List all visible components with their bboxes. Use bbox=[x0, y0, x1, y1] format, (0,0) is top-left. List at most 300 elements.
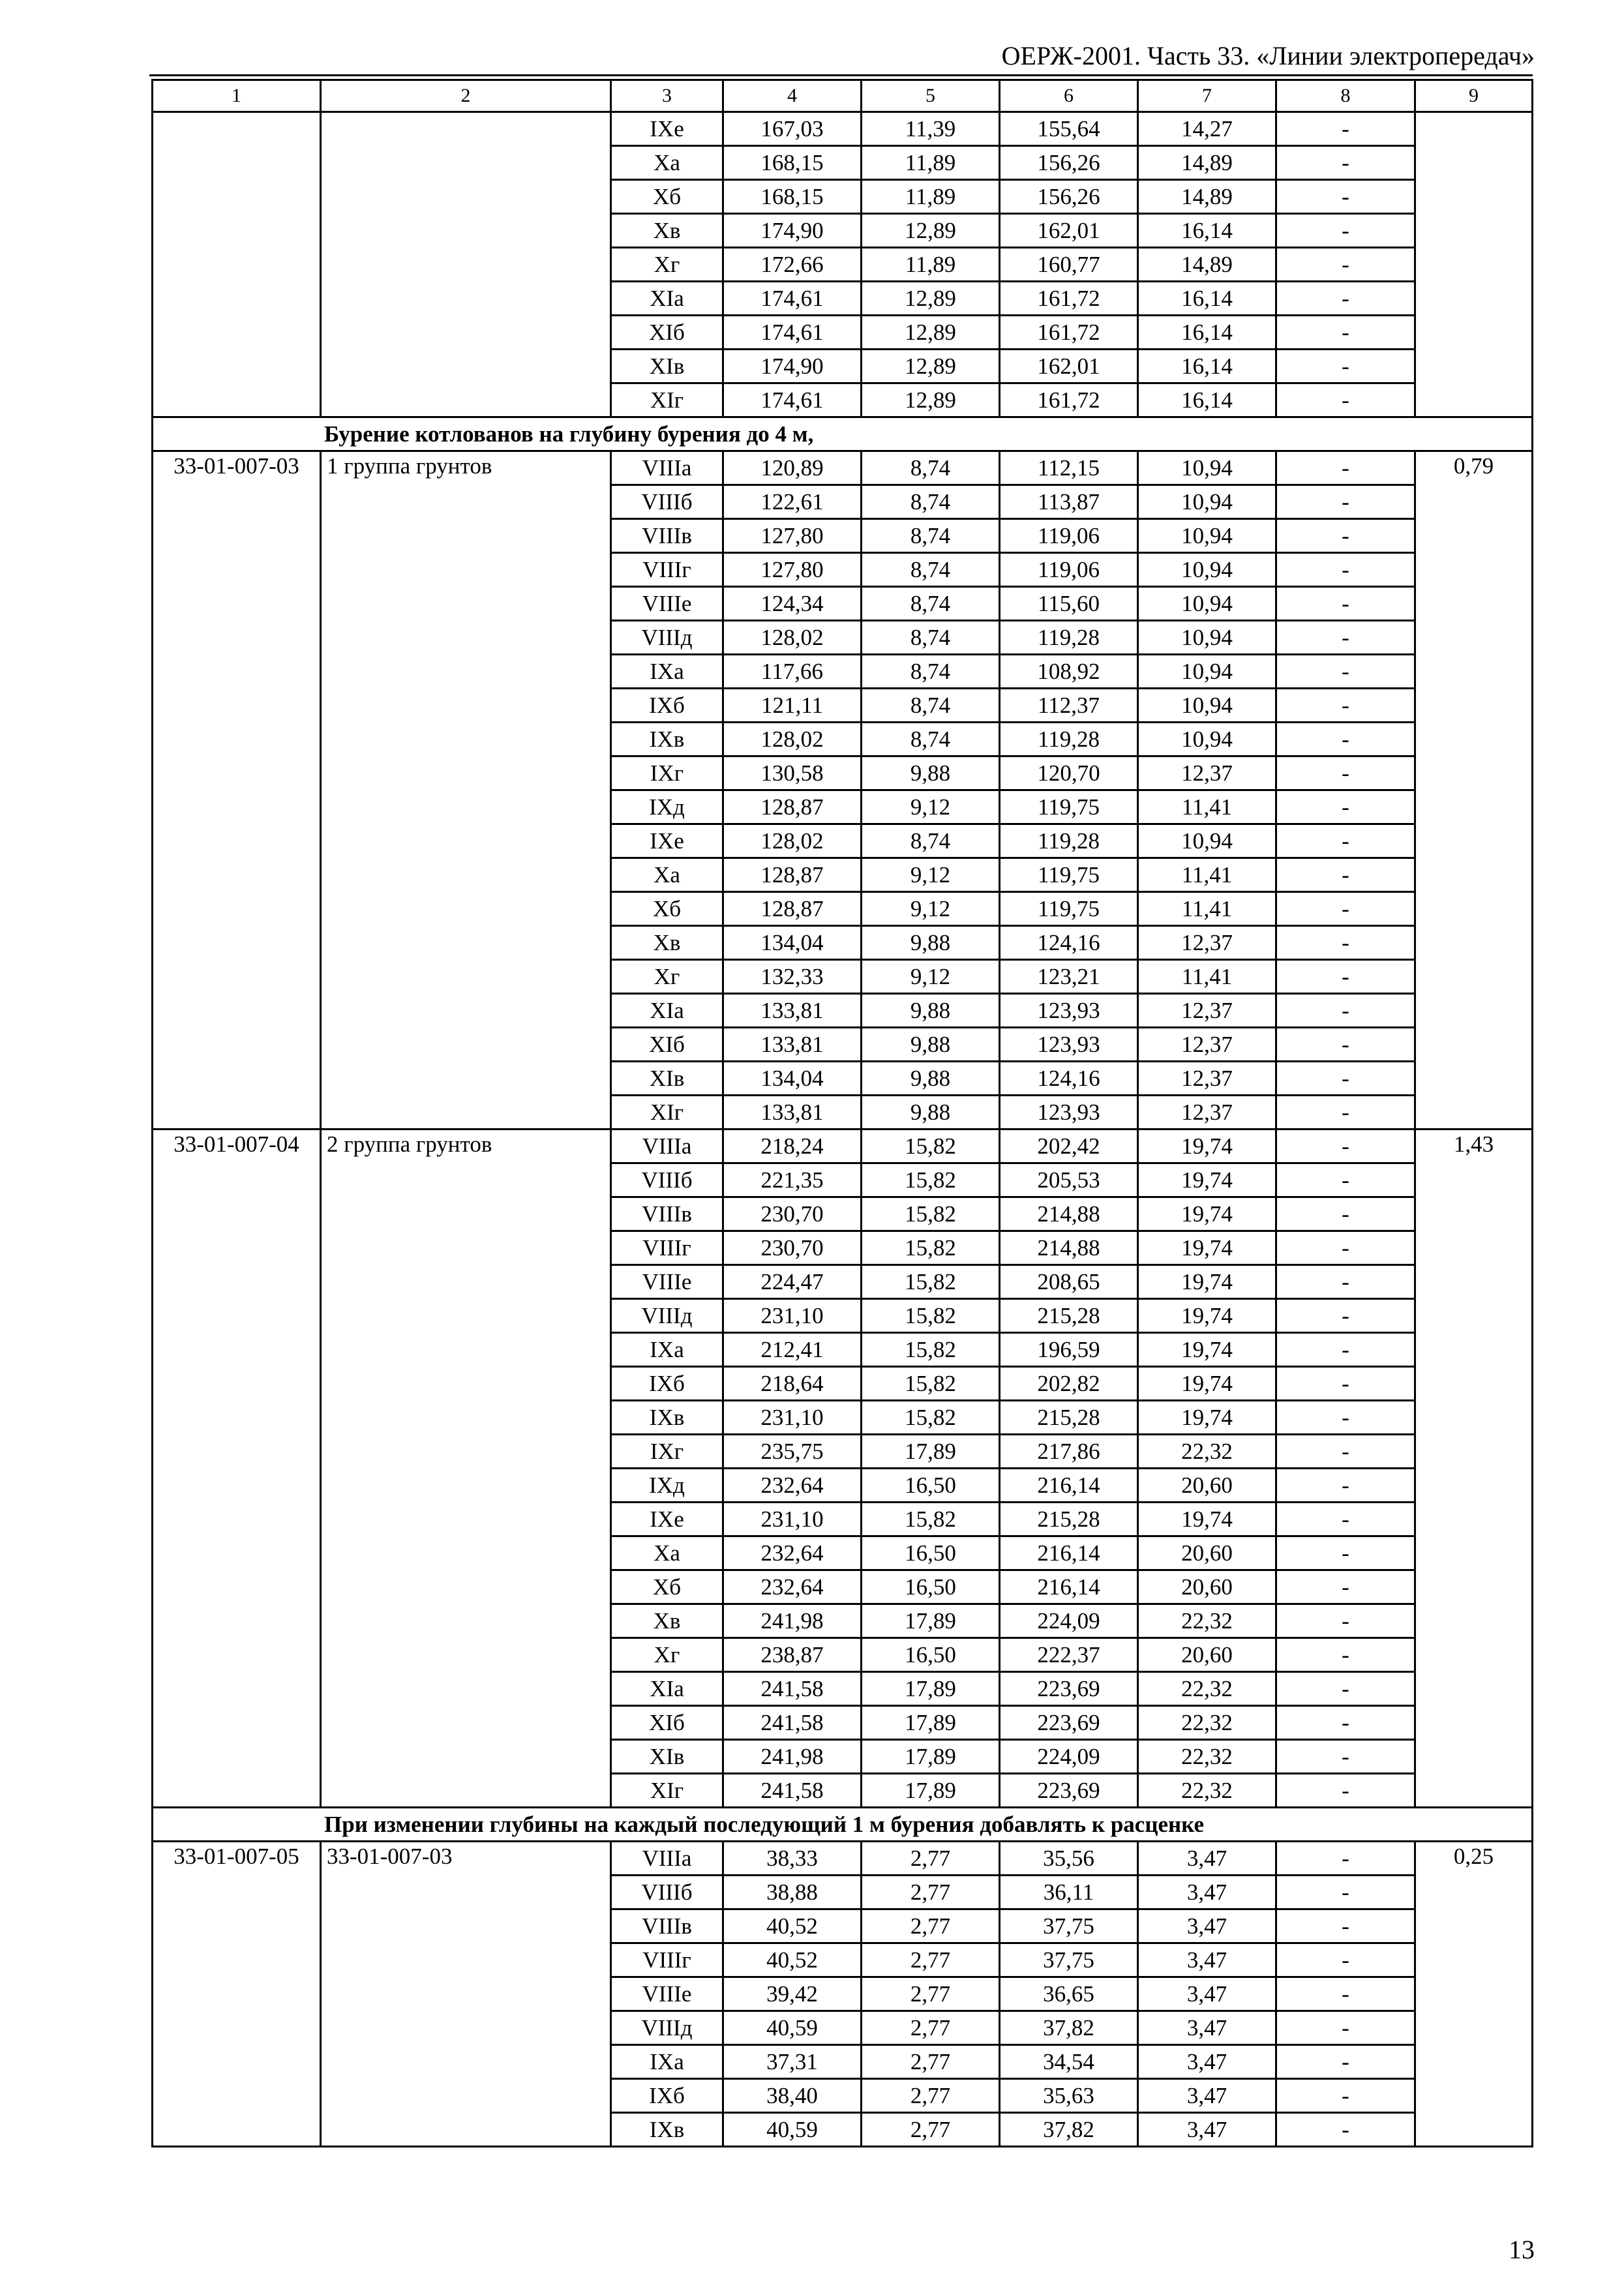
column-number: 8 bbox=[1276, 80, 1415, 112]
wages-cell: 9,88 bbox=[862, 756, 1000, 790]
direct-cost-cell: 241,58 bbox=[723, 1774, 862, 1808]
machinist-wages-cell: 22,32 bbox=[1138, 1672, 1276, 1706]
table-row bbox=[153, 1130, 1533, 1163]
materials-cell: - bbox=[1276, 112, 1415, 146]
direct-cost-cell: 132,33 bbox=[723, 960, 862, 994]
materials-cell: - bbox=[1276, 1197, 1415, 1231]
grade-cell: Xг bbox=[611, 1638, 723, 1672]
materials-cell: - bbox=[1276, 1299, 1415, 1333]
machinist-wages-cell: 10,94 bbox=[1138, 655, 1276, 689]
column-number: 7 bbox=[1138, 80, 1276, 112]
wages-cell: 2,77 bbox=[862, 2045, 1000, 2079]
wages-cell: 8,74 bbox=[862, 519, 1000, 553]
wages-cell: 15,82 bbox=[862, 1265, 1000, 1299]
direct-cost-cell: 133,81 bbox=[723, 1028, 862, 1062]
section-heading: Бурение котлованов на глубину бурения до 4 м, bbox=[153, 417, 1533, 451]
machinist-wages-cell: 12,37 bbox=[1138, 756, 1276, 790]
column-number: 2 bbox=[321, 80, 611, 112]
machinist-wages-cell: 16,14 bbox=[1138, 316, 1276, 350]
grade-cell: XIв bbox=[611, 1062, 723, 1096]
labor-cost-cell: 0,79 bbox=[1415, 451, 1533, 1130]
grade-cell: XIг bbox=[611, 1774, 723, 1808]
machinist-wages-cell: 3,47 bbox=[1138, 2079, 1276, 2113]
machinist-wages-cell: 19,74 bbox=[1138, 1265, 1276, 1299]
machine-cost-cell: 120,70 bbox=[1000, 756, 1138, 790]
wages-cell: 8,74 bbox=[862, 689, 1000, 723]
grade-cell: IXe bbox=[611, 112, 723, 146]
machine-cost-cell: 161,72 bbox=[1000, 316, 1138, 350]
direct-cost-cell: 39,42 bbox=[723, 1977, 862, 2011]
wages-cell: 17,89 bbox=[862, 1774, 1000, 1808]
direct-cost-cell: 168,15 bbox=[723, 180, 862, 214]
direct-cost-cell: 128,02 bbox=[723, 824, 862, 858]
machinist-wages-cell: 22,32 bbox=[1138, 1740, 1276, 1774]
wages-cell: 2,77 bbox=[862, 1909, 1000, 1943]
grade-cell: VIIIв bbox=[611, 1909, 723, 1943]
direct-cost-cell: 128,87 bbox=[723, 892, 862, 926]
machine-cost-cell: 215,28 bbox=[1000, 1503, 1138, 1536]
materials-cell: - bbox=[1276, 1096, 1415, 1130]
materials-cell: - bbox=[1276, 790, 1415, 824]
grade-cell: VIIIe bbox=[611, 1265, 723, 1299]
materials-cell: - bbox=[1276, 994, 1415, 1028]
rate-code-cell: 33-01-007-04 bbox=[153, 1130, 321, 1808]
materials-cell: - bbox=[1276, 485, 1415, 519]
materials-cell: - bbox=[1276, 756, 1415, 790]
column-number: 3 bbox=[611, 80, 723, 112]
direct-cost-cell: 38,33 bbox=[723, 1842, 862, 1876]
direct-cost-cell: 172,66 bbox=[723, 248, 862, 282]
machine-cost-cell: 162,01 bbox=[1000, 350, 1138, 383]
wages-cell: 15,82 bbox=[862, 1163, 1000, 1197]
direct-cost-cell: 128,87 bbox=[723, 858, 862, 892]
machinist-wages-cell: 12,37 bbox=[1138, 1028, 1276, 1062]
table-row bbox=[153, 1842, 1533, 1876]
machine-cost-cell: 214,88 bbox=[1000, 1231, 1138, 1265]
materials-cell: - bbox=[1276, 858, 1415, 892]
machinist-wages-cell: 3,47 bbox=[1138, 1977, 1276, 2011]
direct-cost-cell: 230,70 bbox=[723, 1231, 862, 1265]
direct-cost-cell: 168,15 bbox=[723, 146, 862, 180]
materials-cell: - bbox=[1276, 1740, 1415, 1774]
grade-cell: IXe bbox=[611, 1503, 723, 1536]
machine-cost-cell: 119,28 bbox=[1000, 621, 1138, 655]
machine-cost-cell: 196,59 bbox=[1000, 1333, 1138, 1367]
grade-cell: VIIIб bbox=[611, 1876, 723, 1909]
direct-cost-cell: 232,64 bbox=[723, 1570, 862, 1604]
section-heading-row bbox=[153, 1808, 1533, 1842]
wages-cell: 15,82 bbox=[862, 1197, 1000, 1231]
machinist-wages-cell: 10,94 bbox=[1138, 621, 1276, 655]
wages-cell: 11,89 bbox=[862, 248, 1000, 282]
machinist-wages-cell: 12,37 bbox=[1138, 1096, 1276, 1130]
materials-cell: - bbox=[1276, 1706, 1415, 1740]
grade-cell: VIIIд bbox=[611, 1299, 723, 1333]
wages-cell: 8,74 bbox=[862, 655, 1000, 689]
machinist-wages-cell: 10,94 bbox=[1138, 824, 1276, 858]
column-number-row bbox=[153, 80, 1533, 112]
wages-cell: 15,82 bbox=[862, 1367, 1000, 1401]
wages-cell: 12,89 bbox=[862, 214, 1000, 248]
direct-cost-cell: 122,61 bbox=[723, 485, 862, 519]
materials-cell: - bbox=[1276, 214, 1415, 248]
materials-cell: - bbox=[1276, 316, 1415, 350]
grade-cell: XIб bbox=[611, 1706, 723, 1740]
machine-cost-cell: 124,16 bbox=[1000, 926, 1138, 960]
machinist-wages-cell: 10,94 bbox=[1138, 587, 1276, 621]
grade-cell: IXг bbox=[611, 1435, 723, 1469]
materials-cell: - bbox=[1276, 824, 1415, 858]
machine-cost-cell: 37,75 bbox=[1000, 1909, 1138, 1943]
machine-cost-cell: 108,92 bbox=[1000, 655, 1138, 689]
machine-cost-cell: 223,69 bbox=[1000, 1774, 1138, 1808]
wages-cell: 17,89 bbox=[862, 1435, 1000, 1469]
machinist-wages-cell: 3,47 bbox=[1138, 2011, 1276, 2045]
machinist-wages-cell: 19,74 bbox=[1138, 1299, 1276, 1333]
grade-cell: XIa bbox=[611, 994, 723, 1028]
grade-cell: Xa bbox=[611, 1536, 723, 1570]
grade-cell: XIб bbox=[611, 1028, 723, 1062]
grade-cell: VIIIб bbox=[611, 1163, 723, 1197]
wages-cell: 2,77 bbox=[862, 2113, 1000, 2147]
machine-cost-cell: 119,75 bbox=[1000, 892, 1138, 926]
grade-cell: IXд bbox=[611, 1469, 723, 1503]
wages-cell: 17,89 bbox=[862, 1706, 1000, 1740]
materials-cell: - bbox=[1276, 723, 1415, 756]
machine-cost-cell: 156,26 bbox=[1000, 180, 1138, 214]
direct-cost-cell: 241,58 bbox=[723, 1672, 862, 1706]
wages-cell: 16,50 bbox=[862, 1638, 1000, 1672]
direct-cost-cell: 37,31 bbox=[723, 2045, 862, 2079]
grade-cell: Xб bbox=[611, 180, 723, 214]
machinist-wages-cell: 19,74 bbox=[1138, 1163, 1276, 1197]
materials-cell: - bbox=[1276, 1367, 1415, 1401]
machinist-wages-cell: 20,60 bbox=[1138, 1536, 1276, 1570]
machine-cost-cell: 36,65 bbox=[1000, 1977, 1138, 2011]
wages-cell: 8,74 bbox=[862, 587, 1000, 621]
direct-cost-cell: 174,90 bbox=[723, 350, 862, 383]
rate-code-cell: 33-01-007-03 bbox=[153, 451, 321, 1130]
direct-cost-cell: 224,47 bbox=[723, 1265, 862, 1299]
direct-cost-cell: 174,90 bbox=[723, 214, 862, 248]
materials-cell: - bbox=[1276, 1672, 1415, 1706]
machine-cost-cell: 205,53 bbox=[1000, 1163, 1138, 1197]
wages-cell: 8,74 bbox=[862, 824, 1000, 858]
materials-cell: - bbox=[1276, 1401, 1415, 1435]
machinist-wages-cell: 10,94 bbox=[1138, 519, 1276, 553]
materials-cell: - bbox=[1276, 1876, 1415, 1909]
machine-cost-cell: 112,37 bbox=[1000, 689, 1138, 723]
machine-cost-cell: 224,09 bbox=[1000, 1604, 1138, 1638]
materials-cell: - bbox=[1276, 892, 1415, 926]
machinist-wages-cell: 16,14 bbox=[1138, 214, 1276, 248]
materials-cell: - bbox=[1276, 655, 1415, 689]
wages-cell: 2,77 bbox=[862, 2011, 1000, 2045]
machinist-wages-cell: 14,89 bbox=[1138, 146, 1276, 180]
rate-code-cell: 33-01-007-05 bbox=[153, 1842, 321, 2147]
wages-cell: 9,88 bbox=[862, 1062, 1000, 1096]
column-number: 6 bbox=[1000, 80, 1138, 112]
direct-cost-cell: 121,11 bbox=[723, 689, 862, 723]
grade-cell: Xг bbox=[611, 960, 723, 994]
machinist-wages-cell: 10,94 bbox=[1138, 689, 1276, 723]
grade-cell: VIIIв bbox=[611, 519, 723, 553]
materials-cell: - bbox=[1276, 587, 1415, 621]
materials-cell: - bbox=[1276, 1265, 1415, 1299]
materials-cell: - bbox=[1276, 146, 1415, 180]
grade-cell: VIIIб bbox=[611, 485, 723, 519]
grade-cell: XIб bbox=[611, 316, 723, 350]
machinist-wages-cell: 3,47 bbox=[1138, 1943, 1276, 1977]
grade-cell: IXб bbox=[611, 689, 723, 723]
wages-cell: 12,89 bbox=[862, 282, 1000, 316]
materials-cell: - bbox=[1276, 553, 1415, 587]
materials-cell: - bbox=[1276, 1774, 1415, 1808]
materials-cell: - bbox=[1276, 2011, 1415, 2045]
grade-cell: VIIIe bbox=[611, 1977, 723, 2011]
machine-cost-cell: 222,37 bbox=[1000, 1638, 1138, 1672]
work-name-cell: 2 группа грунтов bbox=[321, 1130, 611, 1808]
machinist-wages-cell: 10,94 bbox=[1138, 451, 1276, 485]
direct-cost-cell: 232,64 bbox=[723, 1536, 862, 1570]
machine-cost-cell: 123,21 bbox=[1000, 960, 1138, 994]
machinist-wages-cell: 10,94 bbox=[1138, 553, 1276, 587]
direct-cost-cell: 130,58 bbox=[723, 756, 862, 790]
materials-cell: - bbox=[1276, 2113, 1415, 2147]
machine-cost-cell: 223,69 bbox=[1000, 1706, 1138, 1740]
column-number: 1 bbox=[153, 80, 321, 112]
materials-cell: - bbox=[1276, 1943, 1415, 1977]
wages-cell: 11,89 bbox=[862, 146, 1000, 180]
direct-cost-cell: 134,04 bbox=[723, 926, 862, 960]
grade-cell: VIIIa bbox=[611, 451, 723, 485]
machinist-wages-cell: 10,94 bbox=[1138, 485, 1276, 519]
grade-cell: Xг bbox=[611, 248, 723, 282]
machinist-wages-cell: 19,74 bbox=[1138, 1367, 1276, 1401]
wages-cell: 2,77 bbox=[862, 1842, 1000, 1876]
machinist-wages-cell: 12,37 bbox=[1138, 1062, 1276, 1096]
direct-cost-cell: 38,88 bbox=[723, 1876, 862, 1909]
grade-cell: VIIIд bbox=[611, 2011, 723, 2045]
wages-cell: 16,50 bbox=[862, 1469, 1000, 1503]
grade-cell: XIг bbox=[611, 383, 723, 417]
labor-cost-cell: 1,43 bbox=[1415, 1130, 1533, 1808]
machine-cost-cell: 123,93 bbox=[1000, 994, 1138, 1028]
wages-cell: 8,74 bbox=[862, 621, 1000, 655]
machine-cost-cell: 162,01 bbox=[1000, 214, 1138, 248]
wages-cell: 2,77 bbox=[862, 1876, 1000, 1909]
wages-cell: 8,74 bbox=[862, 553, 1000, 587]
direct-cost-cell: 133,81 bbox=[723, 1096, 862, 1130]
direct-cost-cell: 124,34 bbox=[723, 587, 862, 621]
materials-cell: - bbox=[1276, 1842, 1415, 1876]
direct-cost-cell: 38,40 bbox=[723, 2079, 862, 2113]
machine-cost-cell: 119,75 bbox=[1000, 790, 1138, 824]
grade-cell: Xв bbox=[611, 214, 723, 248]
machine-cost-cell: 123,93 bbox=[1000, 1028, 1138, 1062]
grade-cell: XIa bbox=[611, 1672, 723, 1706]
wages-cell: 15,82 bbox=[862, 1231, 1000, 1265]
machine-cost-cell: 215,28 bbox=[1000, 1401, 1138, 1435]
direct-cost-cell: 40,52 bbox=[723, 1909, 862, 1943]
materials-cell: - bbox=[1276, 2079, 1415, 2113]
machinist-wages-cell: 11,41 bbox=[1138, 858, 1276, 892]
machinist-wages-cell: 11,41 bbox=[1138, 960, 1276, 994]
grade-cell: IXг bbox=[611, 756, 723, 790]
materials-cell: - bbox=[1276, 621, 1415, 655]
direct-cost-cell: 40,59 bbox=[723, 2113, 862, 2147]
materials-cell: - bbox=[1276, 926, 1415, 960]
machine-cost-cell: 215,28 bbox=[1000, 1299, 1138, 1333]
grade-cell: Xa bbox=[611, 146, 723, 180]
materials-cell: - bbox=[1276, 960, 1415, 994]
direct-cost-cell: 128,87 bbox=[723, 790, 862, 824]
machine-cost-cell: 37,75 bbox=[1000, 1943, 1138, 1977]
direct-cost-cell: 230,70 bbox=[723, 1197, 862, 1231]
machine-cost-cell: 208,65 bbox=[1000, 1265, 1138, 1299]
column-number: 5 bbox=[862, 80, 1000, 112]
wages-cell: 9,88 bbox=[862, 926, 1000, 960]
machinist-wages-cell: 22,32 bbox=[1138, 1604, 1276, 1638]
grade-cell: XIг bbox=[611, 1096, 723, 1130]
machine-cost-cell: 217,86 bbox=[1000, 1435, 1138, 1469]
grade-cell: IXa bbox=[611, 655, 723, 689]
section-heading-row bbox=[153, 417, 1533, 451]
grade-cell: Xв bbox=[611, 926, 723, 960]
wages-cell: 17,89 bbox=[862, 1672, 1000, 1706]
machinist-wages-cell: 14,27 bbox=[1138, 112, 1276, 146]
wages-cell: 11,39 bbox=[862, 112, 1000, 146]
materials-cell: - bbox=[1276, 519, 1415, 553]
machine-cost-cell: 161,72 bbox=[1000, 383, 1138, 417]
direct-cost-cell: 231,10 bbox=[723, 1299, 862, 1333]
materials-cell: - bbox=[1276, 1130, 1415, 1163]
wages-cell: 8,74 bbox=[862, 723, 1000, 756]
grade-cell: IXe bbox=[611, 824, 723, 858]
direct-cost-cell: 238,87 bbox=[723, 1638, 862, 1672]
machine-cost-cell: 202,82 bbox=[1000, 1367, 1138, 1401]
machine-cost-cell: 161,72 bbox=[1000, 282, 1138, 316]
machinist-wages-cell: 14,89 bbox=[1138, 248, 1276, 282]
machine-cost-cell: 124,16 bbox=[1000, 1062, 1138, 1096]
machine-cost-cell: 214,88 bbox=[1000, 1197, 1138, 1231]
machinist-wages-cell: 19,74 bbox=[1138, 1503, 1276, 1536]
wages-cell: 12,89 bbox=[862, 316, 1000, 350]
direct-cost-cell: 218,24 bbox=[723, 1130, 862, 1163]
materials-cell: - bbox=[1276, 1536, 1415, 1570]
materials-cell: - bbox=[1276, 1435, 1415, 1469]
machinist-wages-cell: 20,60 bbox=[1138, 1469, 1276, 1503]
direct-cost-cell: 128,02 bbox=[723, 723, 862, 756]
direct-cost-cell: 128,02 bbox=[723, 621, 862, 655]
wages-cell: 9,12 bbox=[862, 790, 1000, 824]
machine-cost-cell: 35,63 bbox=[1000, 2079, 1138, 2113]
header-rule bbox=[149, 74, 1533, 76]
grade-cell: Xб bbox=[611, 892, 723, 926]
machine-cost-cell: 113,87 bbox=[1000, 485, 1138, 519]
machinist-wages-cell: 3,47 bbox=[1138, 2045, 1276, 2079]
grade-cell: VIIIг bbox=[611, 1943, 723, 1977]
machine-cost-cell: 224,09 bbox=[1000, 1740, 1138, 1774]
machine-cost-cell: 155,64 bbox=[1000, 112, 1138, 146]
materials-cell: - bbox=[1276, 248, 1415, 282]
wages-cell: 11,89 bbox=[862, 180, 1000, 214]
machine-cost-cell: 156,26 bbox=[1000, 146, 1138, 180]
materials-cell: - bbox=[1276, 1333, 1415, 1367]
grade-cell: VIIIг bbox=[611, 1231, 723, 1265]
machinist-wages-cell: 16,14 bbox=[1138, 282, 1276, 316]
machine-cost-cell: 216,14 bbox=[1000, 1536, 1138, 1570]
materials-cell: - bbox=[1276, 2045, 1415, 2079]
machine-cost-cell: 216,14 bbox=[1000, 1570, 1138, 1604]
machine-cost-cell: 115,60 bbox=[1000, 587, 1138, 621]
page-number: 13 bbox=[1509, 2235, 1535, 2264]
grade-cell: IXб bbox=[611, 1367, 723, 1401]
labor-cost-cell: 0,25 bbox=[1415, 1842, 1533, 2147]
materials-cell: - bbox=[1276, 1909, 1415, 1943]
grade-cell: IXв bbox=[611, 1401, 723, 1435]
direct-cost-cell: 40,52 bbox=[723, 1943, 862, 1977]
labor-cost-cell bbox=[1415, 112, 1533, 417]
machine-cost-cell: 160,77 bbox=[1000, 248, 1138, 282]
machinist-wages-cell: 10,94 bbox=[1138, 723, 1276, 756]
machinist-wages-cell: 19,74 bbox=[1138, 1231, 1276, 1265]
grade-cell: VIIIa bbox=[611, 1842, 723, 1876]
work-name-cell: 33-01-007-03 bbox=[321, 1842, 611, 2147]
column-number: 4 bbox=[723, 80, 862, 112]
wages-cell: 15,82 bbox=[862, 1503, 1000, 1536]
direct-cost-cell: 231,10 bbox=[723, 1401, 862, 1435]
wages-cell: 9,88 bbox=[862, 1028, 1000, 1062]
table-row bbox=[153, 451, 1533, 485]
grade-cell: XIa bbox=[611, 282, 723, 316]
wages-cell: 8,74 bbox=[862, 485, 1000, 519]
machine-cost-cell: 123,93 bbox=[1000, 1096, 1138, 1130]
work-name-cell bbox=[321, 112, 611, 417]
direct-cost-cell: 221,35 bbox=[723, 1163, 862, 1197]
grade-cell: IXa bbox=[611, 2045, 723, 2079]
direct-cost-cell: 120,89 bbox=[723, 451, 862, 485]
machinist-wages-cell: 14,89 bbox=[1138, 180, 1276, 214]
machinist-wages-cell: 3,47 bbox=[1138, 1842, 1276, 1876]
materials-cell: - bbox=[1276, 350, 1415, 383]
machine-cost-cell: 112,15 bbox=[1000, 451, 1138, 485]
direct-cost-cell: 174,61 bbox=[723, 316, 862, 350]
machine-cost-cell: 119,06 bbox=[1000, 553, 1138, 587]
direct-cost-cell: 167,03 bbox=[723, 112, 862, 146]
direct-cost-cell: 212,41 bbox=[723, 1333, 862, 1367]
materials-cell: - bbox=[1276, 1570, 1415, 1604]
machinist-wages-cell: 19,74 bbox=[1138, 1401, 1276, 1435]
grade-cell: Xв bbox=[611, 1604, 723, 1638]
machinist-wages-cell: 22,32 bbox=[1138, 1774, 1276, 1808]
rates-table bbox=[151, 79, 1533, 2147]
wages-cell: 2,77 bbox=[862, 2079, 1000, 2113]
wages-cell: 9,12 bbox=[862, 960, 1000, 994]
wages-cell: 2,77 bbox=[862, 1943, 1000, 1977]
direct-cost-cell: 218,64 bbox=[723, 1367, 862, 1401]
machine-cost-cell: 35,56 bbox=[1000, 1842, 1138, 1876]
machinist-wages-cell: 16,14 bbox=[1138, 383, 1276, 417]
machine-cost-cell: 36,11 bbox=[1000, 1876, 1138, 1909]
wages-cell: 12,89 bbox=[862, 350, 1000, 383]
machine-cost-cell: 119,28 bbox=[1000, 723, 1138, 756]
machinist-wages-cell: 19,74 bbox=[1138, 1130, 1276, 1163]
materials-cell: - bbox=[1276, 1163, 1415, 1197]
wages-cell: 15,82 bbox=[862, 1401, 1000, 1435]
wages-cell: 9,12 bbox=[862, 858, 1000, 892]
work-name-cell: 1 группа грунтов bbox=[321, 451, 611, 1130]
